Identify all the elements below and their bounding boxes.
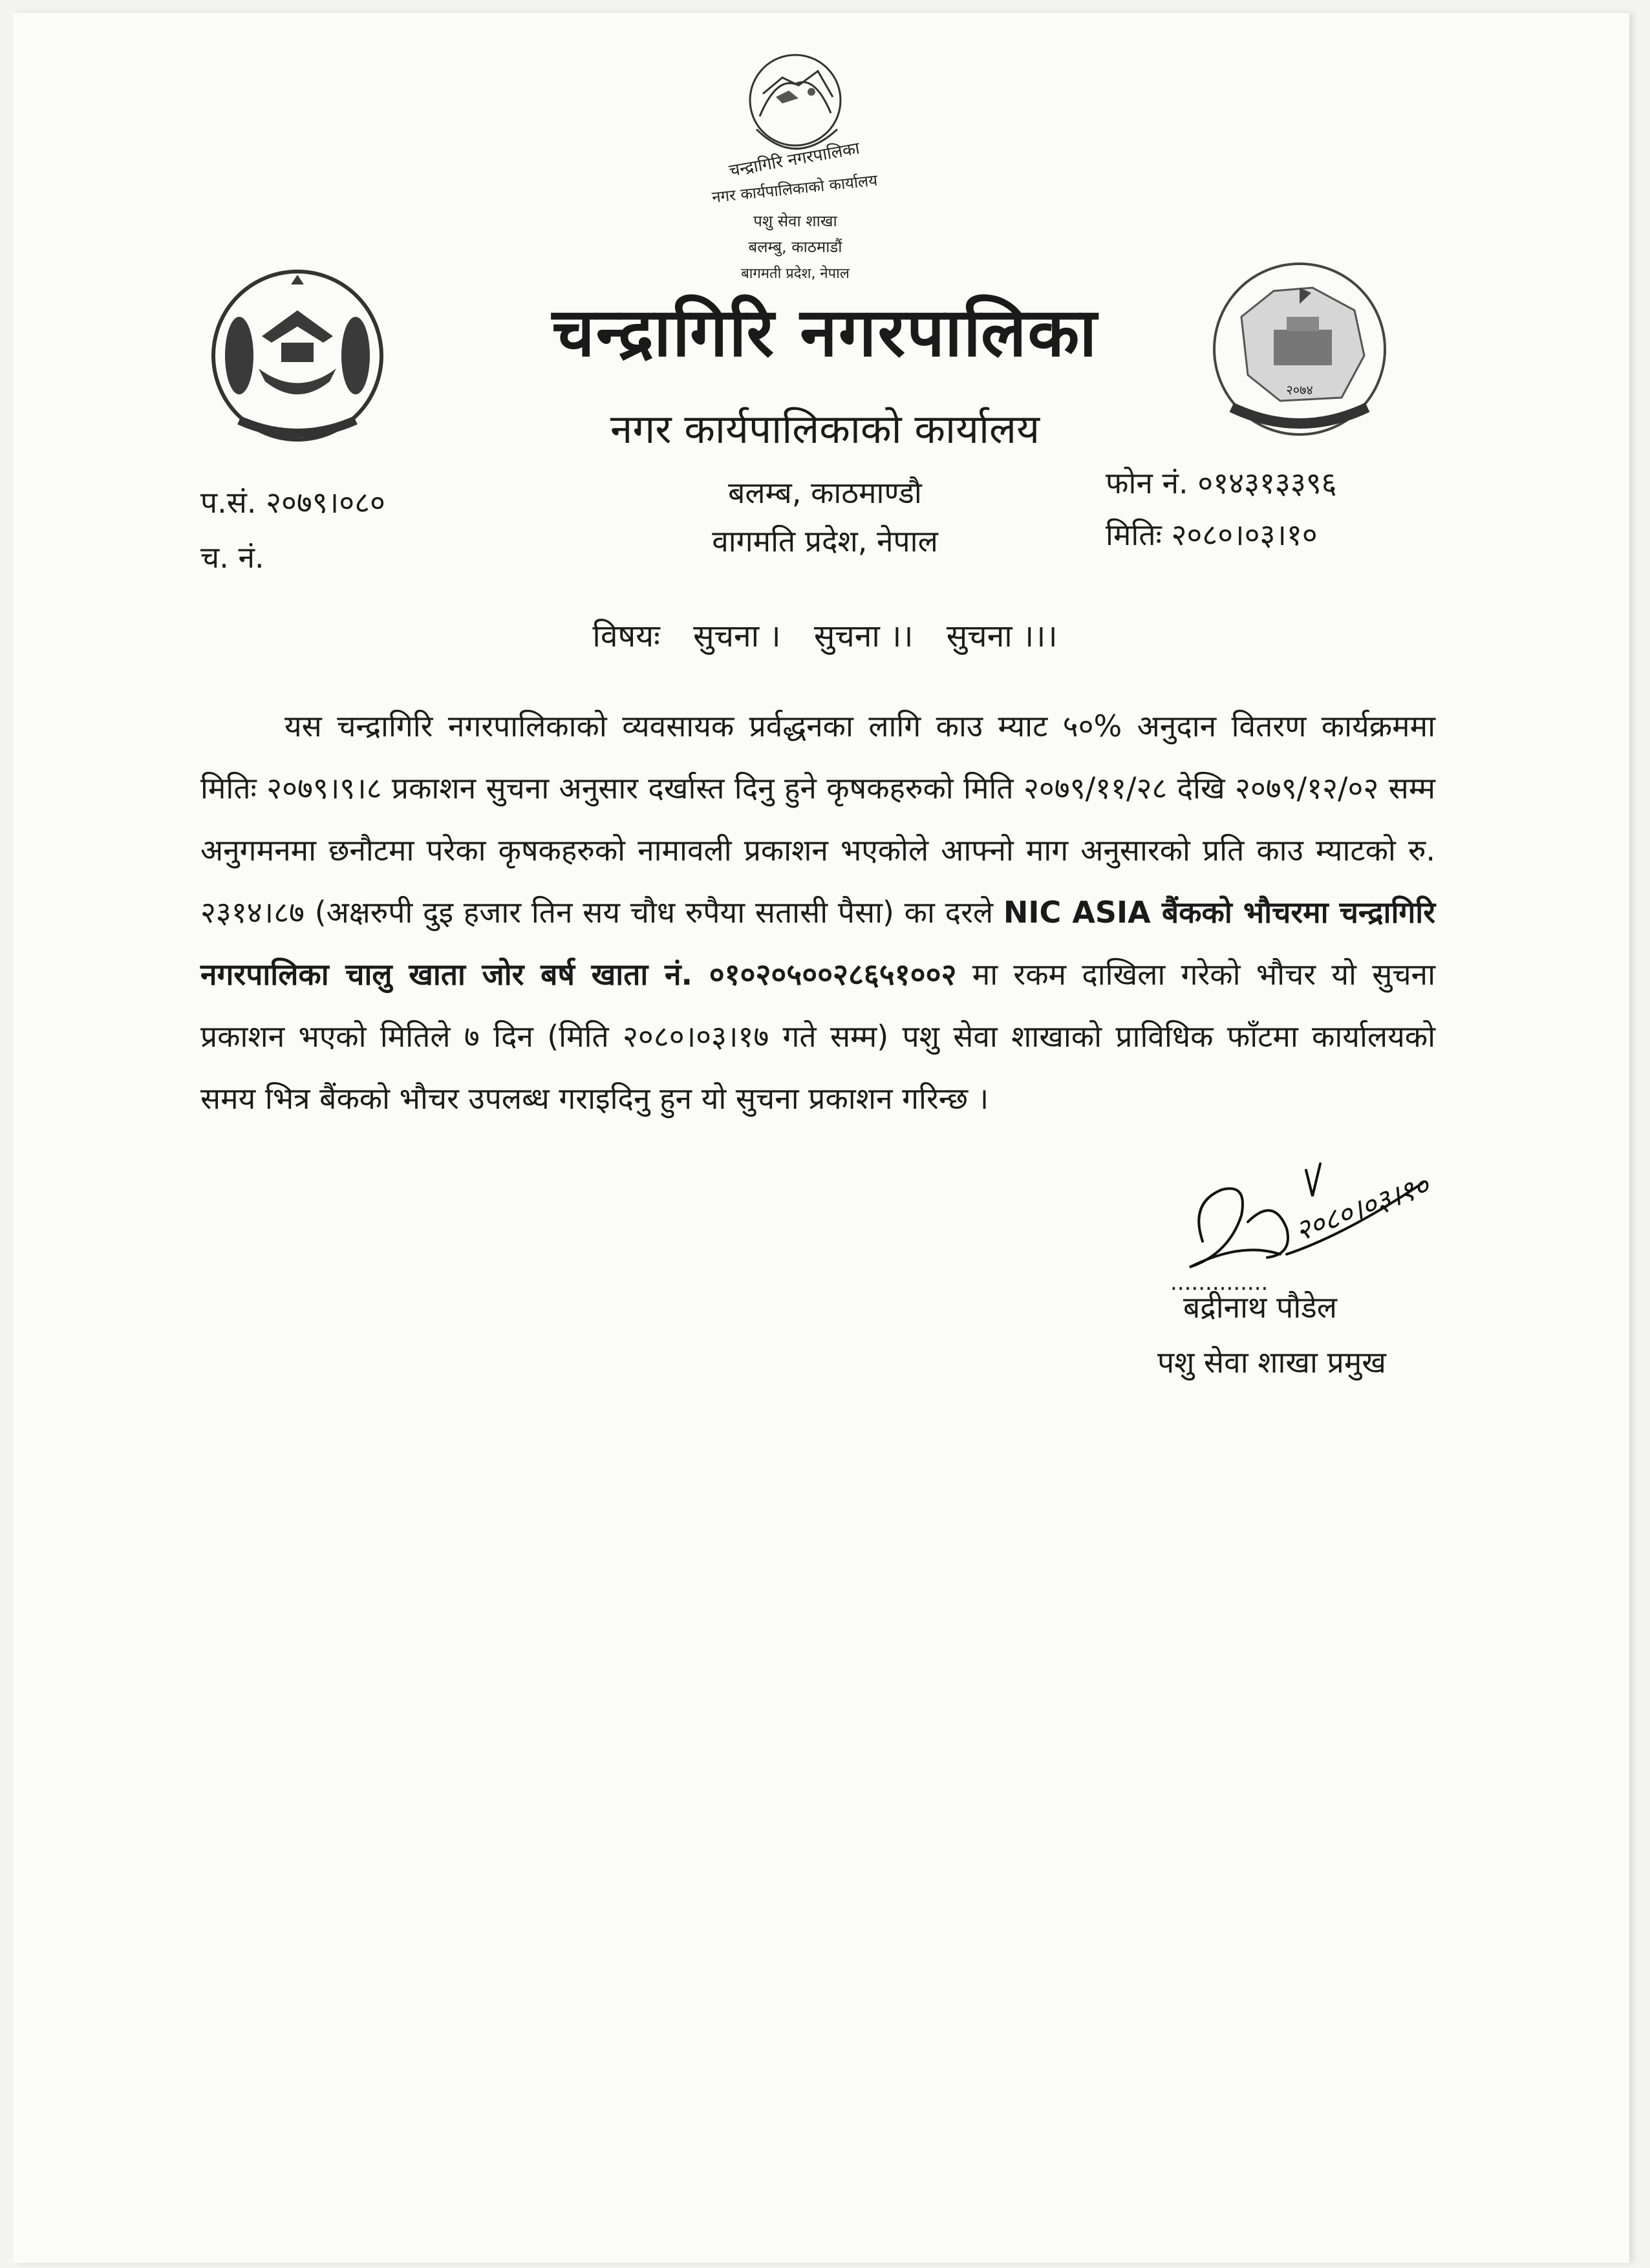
stamp-line: बलम्बु, काठमाडौं — [748, 238, 842, 256]
signer-designation: पशु सेवा शाखा प्रमुख — [1157, 1345, 1386, 1380]
body-text-part2: मा रकम दाखिला गरेको भौचर यो सुचना प्रकाशन भएको मितिले ७ दिन (मिति २०८०।०३।१७ गते सम्म) पशु सेवा शाखाको प्राविधिक फाँटमा कार्यालयको समय भित्र बैंकको भौचर उपलब्ध गराइदिनु हुन यो सुचना प्रकाशन गरिन्छ । — [200, 957, 1435, 1116]
office-subtitle: नगर कार्यपालिकाको कार्यालय — [610, 405, 1040, 453]
handwritten-signature — [1151, 1144, 1455, 1306]
letter-date: मितिः २०८०।०३।१० — [1106, 517, 1318, 552]
bank-account-details: NIC ASIA बैंकको भौचरमा चन्द्रागिरि नगरपालिका चालु खाता जोर बर्ष खाता नं. ०१०२०५००२८६५१००२ — [200, 895, 1436, 992]
subject-item: सुचना । — [693, 618, 781, 654]
office-title: चन्द्रागिरि नगरपालिका — [552, 293, 1098, 372]
office-stamp — [679, 39, 912, 291]
logo-year: २०७४ — [1286, 382, 1313, 398]
subject-label: विषयः — [592, 618, 660, 654]
stamp-line: नगर कार्यपालिकाको कार्यालय — [711, 171, 879, 207]
signature-dots: .............. — [1170, 1270, 1269, 1296]
stamp-line: पशु सेवा शाखा — [753, 212, 837, 230]
phone-number: फोन नं. ०१४३१३३९६ — [1106, 465, 1337, 500]
signer-name: बद्रीनाथ पौडेल — [1183, 1290, 1337, 1325]
body-text-part1: यस चन्द्रागिरि नगरपालिकाको व्यवसायक प्रर्वद्धनका लागि काउ म्याट ५०% अनुदान वितरण कार्यक्रममा मितिः २०७९।९।८ प्रकाशन सुचना अनुसार दर्खास्त दिनु हुने कृषकहरुको मिति २०७९/११/२८ देखि २०७९/१२/०२ सम्म अनुगमनमा छनौटमा परेका कृषकहरुको नामावली प्रकाशन भएकोले आफ्नो माग अनुसारको प्रति काउ म्याटको रु. २३१४।८७ (अक्षरुपी दुइ हजार तिन सय चौध रुपैया सतासी पैसा) का दरले — [200, 709, 1435, 930]
address-line-1: बलम्ब, काठमाण्डौ — [728, 475, 922, 510]
dispatch-number: च. नं. — [200, 540, 264, 575]
notice-body — [200, 695, 1435, 1129]
subject-line — [0, 614, 1650, 656]
subject-item: सुचना ।।। — [946, 618, 1058, 654]
signature-date: २०८०।०३।१० — [1291, 1169, 1434, 1248]
stamp-line: बागमती प्रदेश, नेपाल — [741, 266, 850, 282]
reference-number: प.सं. २०७९।०८० — [200, 485, 385, 520]
subject-item: सुचना ।। — [813, 618, 914, 654]
address-line-2: वागमति प्रदेश, नेपाल — [712, 524, 938, 559]
stamp-line: चन्द्रागिरि नगरपालिका — [727, 138, 861, 181]
